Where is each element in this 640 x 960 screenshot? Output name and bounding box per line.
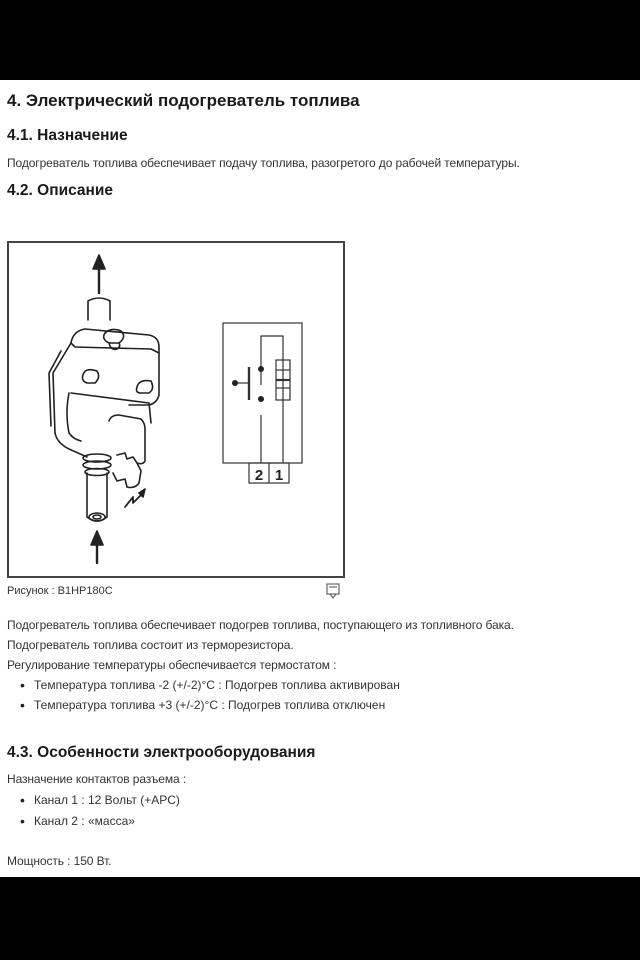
purpose-heading: 4.1. Назначение <box>7 127 128 144</box>
purpose-text: Подогреватель топлива обеспечивает подачу топлива, разогретого до рабочей температуры. <box>7 156 520 170</box>
description-paragraph-3: Регулирование температуры обеспечивается термостатом : <box>7 658 337 672</box>
figure-b1hp180c <box>7 241 345 578</box>
figure-caption: Рисунок : B1HP180C <box>7 585 113 597</box>
electrical-heading: 4.3. Особенности электрооборудования <box>7 744 316 761</box>
thermostat-bullet-1: • Температура топлива -2 (+/-2)°C : Подогрев топлива активирован <box>34 678 400 692</box>
power-rating: Мощность : 150 Вт. <box>7 854 112 868</box>
electrical-intro: Назначение контактов разъема : <box>7 772 187 786</box>
wiring-schematic <box>222 322 308 488</box>
thermostat-bullet-2: • Температура топлива +3 (+/-2)°C : Подогрев топлива отключен <box>34 698 385 712</box>
print-figure-icon[interactable] <box>326 583 340 599</box>
description-heading: 4.2. Описание <box>7 182 114 199</box>
pin-1-label: 1 <box>274 467 284 484</box>
description-paragraph-2: Подогреватель топлива состоит из терморезистора. <box>7 638 294 652</box>
channel-bullet-1: • Канал 1 : 12 Вольт (+APC) <box>34 793 180 807</box>
document-page <box>0 80 640 877</box>
section-title: 4. Электрический подогреватель топлива <box>7 91 360 110</box>
pin-2-label: 2 <box>254 467 264 484</box>
channel-bullet-2: • Канал 2 : «масса» <box>34 814 135 828</box>
description-paragraph-1: Подогреватель топлива обеспечивает подогрев топлива, поступающего из топливного бака. <box>7 618 514 632</box>
